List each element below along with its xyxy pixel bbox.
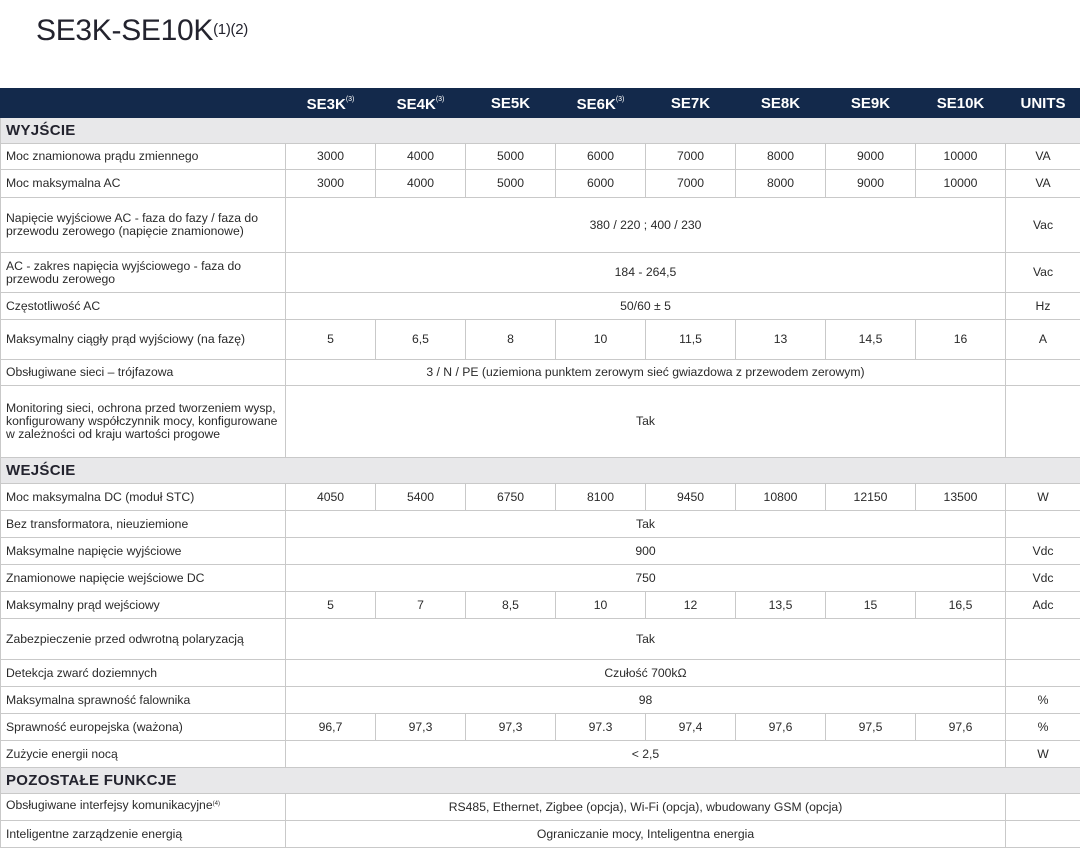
section-title-output: WYJŚCIE	[1, 118, 1080, 144]
header-model-se9k: SE9K	[826, 89, 916, 118]
row-unit	[1006, 821, 1080, 848]
table-row	[1, 511, 1080, 538]
table-row	[1, 484, 1080, 511]
table-row	[1, 714, 1080, 741]
row-value: 14,5	[826, 320, 916, 360]
row-value: 10800	[736, 484, 826, 511]
table-row	[1, 320, 1080, 360]
spec-table	[0, 88, 1080, 848]
footnote-marker: (4)	[212, 801, 220, 807]
row-label: Maksymalne napięcie wyjściowe	[1, 538, 286, 565]
row-value: 9450	[646, 484, 736, 511]
row-value-merged: 750	[286, 565, 1006, 592]
table-row	[1, 821, 1080, 848]
row-value: 97,5	[826, 714, 916, 741]
row-label: Zabezpieczenie przed odwrotną polaryzacją	[1, 619, 286, 660]
row-value: 3000	[286, 170, 376, 198]
row-label: Inteligentne zarządzenie energią	[1, 821, 286, 848]
row-label: Moc maksymalna AC	[1, 170, 286, 198]
row-value: 7	[376, 592, 466, 619]
row-value-merged: Tak	[286, 619, 1006, 660]
row-value: 8	[466, 320, 556, 360]
row-value: 15	[826, 592, 916, 619]
header-model-se10k: SE10K	[916, 89, 1006, 118]
row-value: 13,5	[736, 592, 826, 619]
table-header-row	[1, 89, 1080, 118]
row-unit	[1006, 660, 1080, 687]
row-value-merged: Tak	[286, 511, 1006, 538]
row-value: 16	[916, 320, 1006, 360]
row-value: 4000	[376, 170, 466, 198]
header-model-se4k: $SE4K^{(3)}$	[376, 89, 466, 118]
row-value-merged: 900	[286, 538, 1006, 565]
row-label: Obsługiwane sieci – trójfazowa	[1, 360, 286, 386]
row-value: 3000	[286, 144, 376, 170]
row-value: 6,5	[376, 320, 466, 360]
header-model-se8k: SE8K	[736, 89, 826, 118]
row-label	[1, 794, 286, 821]
row-unit: Vdc	[1006, 565, 1080, 592]
row-value: 6000	[556, 170, 646, 198]
table-row	[1, 538, 1080, 565]
row-value: 97,6	[736, 714, 826, 741]
table-row	[1, 619, 1080, 660]
section-title-input: WEJŚCIE	[1, 458, 1080, 484]
row-value: 4050	[286, 484, 376, 511]
row-value: 97.3	[556, 714, 646, 741]
row-value: 13500	[916, 484, 1006, 511]
row-unit: %	[1006, 714, 1080, 741]
row-label: Napięcie wyjściowe AC - faza do fazy / faza do przewodu zerowego (napięcie znamionowe)	[1, 198, 286, 253]
row-value-merged: RS485, Ethernet, Zigbee (opcja), Wi-Fi (opcja), wbudowany GSM (opcja)	[286, 794, 1006, 821]
row-value: 97,3	[466, 714, 556, 741]
row-value: 10	[556, 592, 646, 619]
table-row	[1, 144, 1080, 170]
table-row	[1, 293, 1080, 320]
table-row	[1, 170, 1080, 198]
header-units: UNITS	[1006, 89, 1080, 118]
row-unit: Adc	[1006, 592, 1080, 619]
row-label: Zużycie energii nocą	[1, 741, 286, 768]
row-value: 10000	[916, 170, 1006, 198]
row-unit: Vdc	[1006, 538, 1080, 565]
row-value: 7000	[646, 144, 736, 170]
row-label-text: Obsługiwane interfejsy komunikacyjne	[6, 798, 213, 812]
row-unit: Vac	[1006, 253, 1080, 293]
row-unit	[1006, 360, 1080, 386]
row-value-merged: 380 / 220 ; 400 / 230	[286, 198, 1006, 253]
row-value: 8000	[736, 170, 826, 198]
row-value: 6000	[556, 144, 646, 170]
row-label: Maksymalny prąd wejściowy	[1, 592, 286, 619]
table-row	[1, 198, 1080, 253]
header-model-se5k: SE5K	[466, 89, 556, 118]
row-label: Moc maksymalna DC (moduł STC)	[1, 484, 286, 511]
row-label: Monitoring sieci, ochrona przed tworzeniem wysp, konfigurowany współczynnik mocy, konfigurowane w zależności od kraju wartości progowe	[1, 386, 286, 458]
row-value: 5400	[376, 484, 466, 511]
page-title-footnote: (1)(2)	[213, 21, 248, 38]
row-value: 96,7	[286, 714, 376, 741]
header-model-se6k: $SE6K^{(3)}$	[556, 89, 646, 118]
table-row	[1, 386, 1080, 458]
row-value: 10	[556, 320, 646, 360]
row-unit	[1006, 619, 1080, 660]
row-value-merged: 184 - 264,5	[286, 253, 1006, 293]
section-row-other	[1, 768, 1080, 794]
row-unit: VA	[1006, 144, 1080, 170]
row-value: 16,5	[916, 592, 1006, 619]
table-row	[1, 565, 1080, 592]
row-value: 12150	[826, 484, 916, 511]
row-value: 10000	[916, 144, 1006, 170]
row-value: 4000	[376, 144, 466, 170]
row-unit	[1006, 511, 1080, 538]
row-label: Maksymalna sprawność falownika	[1, 687, 286, 714]
row-value: 6750	[466, 484, 556, 511]
table-row	[1, 741, 1080, 768]
row-label: Sprawność europejska (ważona)	[1, 714, 286, 741]
row-value-merged: < 2,5	[286, 741, 1006, 768]
row-label: Detekcja zwarć doziemnych	[1, 660, 286, 687]
row-value-merged: 3 / N / PE (uziemiona punktem zerowym sieć gwiazdowa z przewodem zerowym)	[286, 360, 1006, 386]
row-label: Bez transformatora, nieuziemione	[1, 511, 286, 538]
table-row	[1, 253, 1080, 293]
row-unit: VA	[1006, 170, 1080, 198]
table-row	[1, 794, 1080, 821]
row-value: 13	[736, 320, 826, 360]
row-value: 8000	[736, 144, 826, 170]
row-value: 97,4	[646, 714, 736, 741]
table-row	[1, 687, 1080, 714]
row-value-merged: 98	[286, 687, 1006, 714]
row-value: 5	[286, 592, 376, 619]
section-row-output	[1, 118, 1080, 144]
row-value-merged: Czułość 700kΩ	[286, 660, 1006, 687]
row-value: 5000	[466, 144, 556, 170]
row-value: 12	[646, 592, 736, 619]
row-unit: Hz	[1006, 293, 1080, 320]
row-unit: W	[1006, 741, 1080, 768]
row-value: 8100	[556, 484, 646, 511]
section-row-input	[1, 458, 1080, 484]
row-value: 9000	[826, 170, 916, 198]
header-empty-cell	[1, 89, 286, 118]
row-value: 97,3	[376, 714, 466, 741]
row-unit: W	[1006, 484, 1080, 511]
row-label: Znamionowe napięcie wejściowe DC	[1, 565, 286, 592]
row-unit: A	[1006, 320, 1080, 360]
row-value: 8,5	[466, 592, 556, 619]
page-title-text: SE3K-SE10K	[36, 14, 214, 47]
row-value: 5000	[466, 170, 556, 198]
row-unit: %	[1006, 687, 1080, 714]
row-value: 7000	[646, 170, 736, 198]
row-label: AC - zakres napięcia wyjściowego - faza do przewodu zerowego	[1, 253, 286, 293]
row-unit	[1006, 386, 1080, 458]
row-value-merged: 50/60 ± 5	[286, 293, 1006, 320]
row-value: 97,6	[916, 714, 1006, 741]
row-unit	[1006, 794, 1080, 821]
row-label: Maksymalny ciągły prąd wyjściowy (na fazę)	[1, 320, 286, 360]
row-value: 11,5	[646, 320, 736, 360]
row-value-merged: Tak	[286, 386, 1006, 458]
table-row	[1, 360, 1080, 386]
row-value: 5	[286, 320, 376, 360]
row-label: Częstotliwość AC	[1, 293, 286, 320]
row-unit: Vac	[1006, 198, 1080, 253]
page-title	[36, 14, 248, 48]
header-model-se3k: $SE3K^{(3)}$	[286, 89, 376, 118]
row-value-merged: Ograniczanie mocy, Inteligentna energia	[286, 821, 1006, 848]
row-value: 9000	[826, 144, 916, 170]
table-row	[1, 592, 1080, 619]
table-row	[1, 660, 1080, 687]
header-model-se7k: SE7K	[646, 89, 736, 118]
row-label: Moc znamionowa prądu zmiennego	[1, 144, 286, 170]
section-title-other: POZOSTAŁE FUNKCJE	[1, 768, 1080, 794]
